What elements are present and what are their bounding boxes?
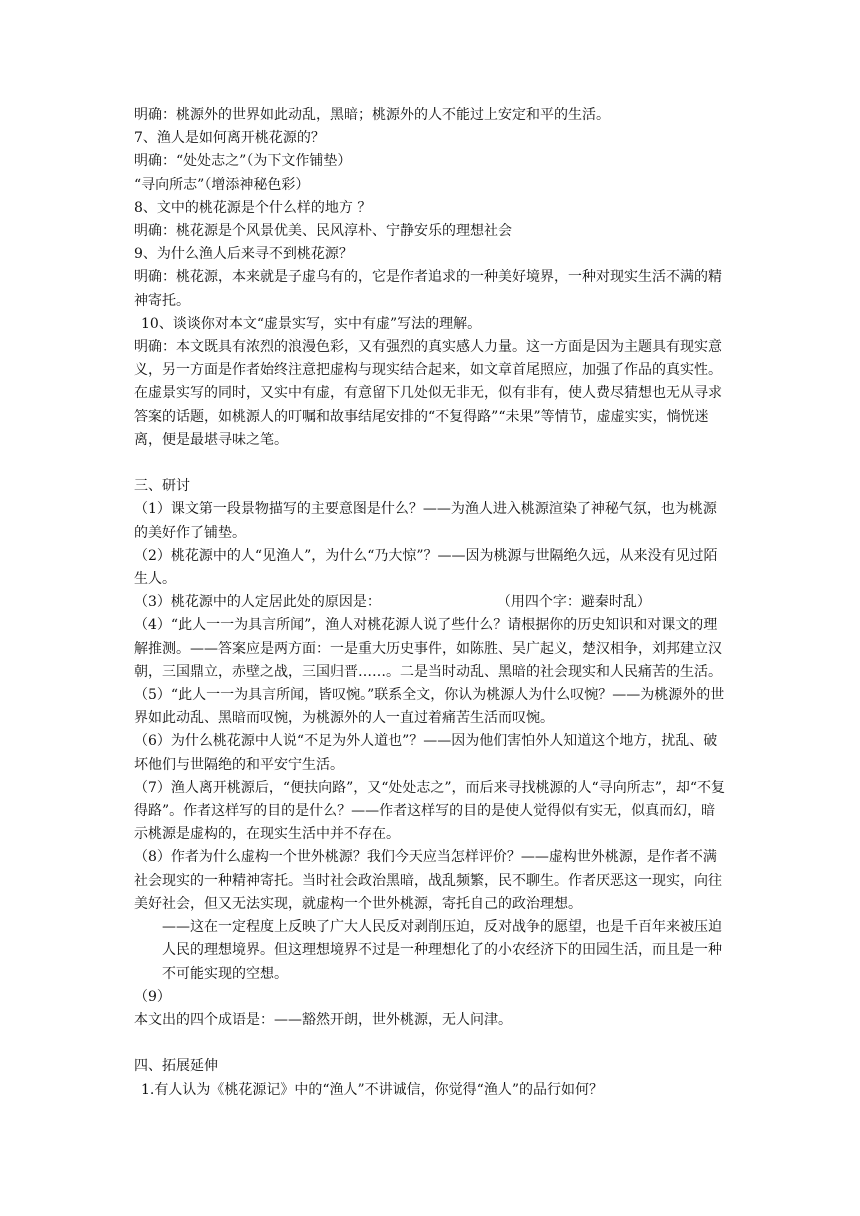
answer-paragraph: 明确：桃花源，本来就是子虚乌有的，它是作者追求的一种美好境界，一种对现实生活不满的精神寄托。 bbox=[134, 269, 722, 309]
answer-line: “寻向所志”（增添神秘色彩） bbox=[134, 176, 310, 193]
question-10: 10、谈谈你对本文“虚景实写，实中有虚”写法的理解。 bbox=[141, 315, 482, 332]
discussion-item-7: （7）渔人离开桃源后，“便扶向路”，又“处处志之”，而后来寻找桃源的人“寻向所志”，却“不复得路”。作者这样写的目的是什么？——作者这样写的目的是使人觉得似有实无，似真而幻，暗示桃源是虚构的，在现实生活中并不存在。 bbox=[134, 779, 726, 843]
discussion-item-5: （5）“此人一一为具言所闻，皆叹惋。”联系全文，你认为桃源人为什么叹惋？——为桃源外的世界如此动乱、黑暗而叹惋，为桃源外的人一直过着痛苦生活而叹惋。 bbox=[134, 687, 725, 727]
answer-line: 明确：“处处志之”（为下文作铺垫） bbox=[134, 153, 352, 170]
discussion-item-8: （8）作者为什么虚构一个世外桃源？我们今天应当怎样评价？——虚构世外桃源，是作者不满社会现实的一种精神寄托。当时社会政治黑暗，战乱频繁，民不聊生。作者厌恶这一现实，向往美好社会，但又无法实现，就虚构一个世外桃源，寄托自己的政治理想。 bbox=[134, 849, 722, 912]
question-8: 8、文中的桃花源是个什么样的地方 ？ bbox=[134, 199, 372, 216]
answer-line: 明确：桃源外的世界如此动乱，黑暗；桃源外的人不能过上安定和平的生活。 bbox=[134, 107, 610, 123]
extension-item-1: 1.有人认为《桃花源记》中的“渔人”不讲诚信，你觉得“渔人”的品行如何？ bbox=[141, 1081, 603, 1098]
question-9: 9、为什么渔人后来寻不到桃花源？ bbox=[134, 246, 353, 263]
discussion-item-3-hint: （用四个字：避秦时乱） bbox=[496, 594, 651, 611]
answer-line: 明确：桃花源是个风景优美、民风淳朴、宁静安乐的理想社会 bbox=[134, 223, 512, 240]
section-heading-discussion: 三、研讨 bbox=[134, 478, 190, 495]
discussion-item-6: （6）为什么桃花源中人说“不足为外人道也”？——因为他们害怕外人知道这个地方，扰乱、破坏他们与世隔绝的和平安宁生活。 bbox=[134, 733, 718, 773]
discussion-item-4: （4）“此人一一为具言所闻”，渔人对桃花源人说了些什么？请根据你的历史知识和对课文的理解推测。——答案应是两方面：一是重大历史事件，如陈胜、吴广起义，楚汉相争，刘邦建立汉朝，三国鼎立，赤壁之战，三国归晋……。二是当时动乱、黑暗的社会现实和人民痛苦的生活。 bbox=[134, 617, 722, 680]
document-body bbox=[134, 104, 728, 1102]
discussion-item-3 bbox=[134, 591, 728, 614]
discussion-item-8-continued: ——这在一定程度上反映了广大人民反对剥削压迫，反对战争的愿望，也是千百年来被压迫人民的理想境界。但这理想境界不过是一种理想化了的小农经济下的田园生活，而且是一种不可能实现的空想。 bbox=[162, 919, 722, 982]
blank-line bbox=[134, 452, 728, 475]
answer-paragraph: 明确：本文既具有浓烈的浪漫色彩，又有强烈的真实感人力量。这一方面是因为主题具有现实意义，另一方面是作者始终注意把虚构与现实结合起来，如文章首尾照应，加强了作品的真实性。在虚景实写的同时，又实中有虚，有意留下几处似无非无，似有非有，使人费尽猜想也无从寻求答案的话题，如桃源人的叮嘱和故事结尾安排的“不复得路”“未果”等情节，虚虚实实，惝恍迷离，便是最堪寻味之笔。 bbox=[134, 339, 722, 448]
blank-line bbox=[134, 1032, 728, 1055]
discussion-item-2: （2）桃花源中的人“见渔人”，为什么“乃大惊”？——因为桃源与世隔绝久远，从来没有见过陌生人。 bbox=[134, 547, 718, 588]
discussion-item-1: （1）课文第一段景物描写的主要意图是什么？——为渔人进入桃源渲染了神秘气氛，也为桃源的美好作了铺垫。 bbox=[134, 501, 717, 541]
question-7: 7、渔人是如何离开桃花源的？ bbox=[134, 130, 325, 147]
discussion-item-3-question: （3）桃花源中的人定居此处的原因是： bbox=[134, 594, 381, 611]
discussion-item-9: （9） bbox=[134, 988, 171, 1005]
section-heading-extension: 四、拓展延伸 bbox=[134, 1058, 218, 1075]
idioms-line: 本文出的四个成语是：——豁然开朗，世外桃源，无人问津。 bbox=[134, 1011, 512, 1028]
